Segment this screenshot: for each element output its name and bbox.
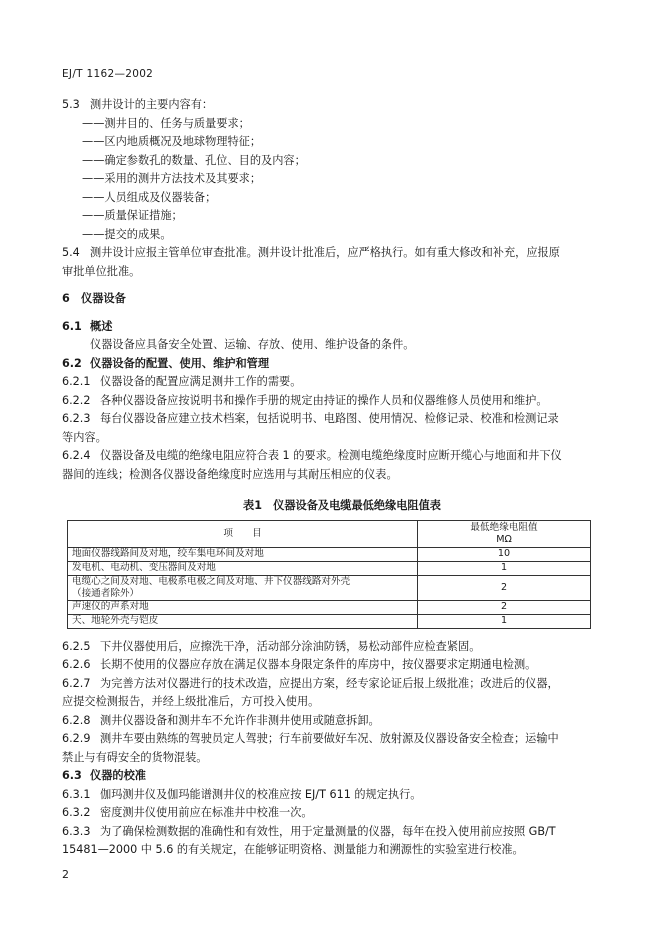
clause-number: 6.2.1 bbox=[62, 375, 91, 388]
clause-text: 每台仪器设备应建立技术档案，包括说明书、电路图、使用情况、检修记录、校准和检测记录 bbox=[100, 412, 559, 425]
table-cell-item-line: （接通者除外） bbox=[72, 587, 140, 599]
clause-number: 5.3 bbox=[62, 98, 80, 111]
insulation-resistance-table bbox=[67, 520, 591, 629]
table-row bbox=[68, 547, 591, 561]
list-item: ——确定参数孔的数量、孔位、目的及内容； bbox=[82, 153, 306, 167]
clause-6-3-heading bbox=[62, 767, 592, 786]
clause-6-2-5 bbox=[62, 638, 592, 657]
clause-text-continued: 15481—2000 中 5.6 的有关规定，在能够证明资格、测量能力和溯源性的实验室进行校准。 bbox=[62, 843, 524, 856]
clause-5-4 bbox=[62, 244, 592, 263]
clause-number: 6.3 bbox=[62, 769, 82, 782]
clause-text: 为了确保检测数据的准确性和有效性，用于定量测量的仪器，每年在投入使用前应按照 GB/T bbox=[100, 824, 556, 838]
table-header-row bbox=[68, 520, 591, 547]
clause-text: 长期不使用的仪器应存放在满足仪器本身限定条件的库房中，按仪器要求定期通电检测。 bbox=[100, 658, 537, 671]
clause-text-continued: 审批单位批准。 bbox=[62, 264, 141, 278]
clause-text: 仪器设备应具备安全处置、运输、存放、使用、维护设备的条件。 bbox=[90, 338, 415, 351]
clause-number: 6.3.1 bbox=[62, 787, 91, 801]
table-row bbox=[68, 614, 591, 628]
section-title: 仪器设备 bbox=[81, 292, 126, 305]
clause-text-continued: 应提交检测报告，并经上级批准后，方可投入使用。 bbox=[62, 695, 320, 708]
table-row bbox=[68, 561, 591, 575]
table-cell-item: 天、地轮外壳与铠皮 bbox=[68, 614, 418, 628]
table-cell-value: 1 bbox=[418, 614, 591, 628]
clause-6-2-4 bbox=[62, 447, 592, 466]
list-item: ——人员组成及仪器装备； bbox=[82, 190, 217, 204]
clause-number: 6.1 bbox=[62, 319, 82, 333]
list-item: ——测井目的、任务与质量要求； bbox=[82, 116, 250, 130]
clause-5-3 bbox=[62, 96, 592, 115]
clause-number: 6.2.4 bbox=[62, 449, 91, 462]
clause-text: 各种仪器设备应按说明书和操作手册的规定由持证的操作人员和仪器维修人员使用和维护。 bbox=[100, 393, 548, 407]
list-item: ——采用的测井方法技术及其要求； bbox=[82, 172, 262, 185]
clause-6-2-1 bbox=[62, 373, 592, 392]
clause-number: 6.2.7 bbox=[62, 676, 91, 690]
section-number: 6 bbox=[62, 292, 70, 305]
clause-text: 伽玛测井仪及伽玛能谱测井仪的校准应按 EJ/T 611 的规定执行。 bbox=[100, 787, 422, 801]
list-item: ——提交的成果。 bbox=[82, 227, 172, 241]
list-item: ——区内地质概况及地球物理特征； bbox=[82, 135, 262, 148]
clause-text: 密度测井仪使用前应在标准井中校准一次。 bbox=[100, 806, 313, 819]
clause-number: 6.3.3 bbox=[62, 824, 91, 838]
clause-6-2-heading bbox=[62, 355, 592, 374]
section-6-heading bbox=[62, 290, 592, 309]
table-cell-item: 地面仪器线路间及对地，绞车集电环间及对地 bbox=[68, 547, 418, 561]
clause-6-2-8 bbox=[62, 712, 592, 731]
column-header-value bbox=[418, 520, 591, 547]
table-cell-value: 2 bbox=[418, 575, 591, 600]
clause-number: 6.2.2 bbox=[62, 393, 91, 407]
clause-text: 测井设计的主要内容有： bbox=[90, 98, 214, 111]
clause-text: 为完善方法对仪器进行的技术改造，应提出方案，经专家论证后报上级批准；改进后的仪器， bbox=[100, 676, 559, 690]
table-cell-value: 2 bbox=[418, 600, 591, 614]
clause-6-2-7 bbox=[62, 675, 592, 694]
clause-6-3-1 bbox=[62, 786, 592, 805]
clause-number: 5.4 bbox=[62, 246, 80, 259]
clause-text: 测井车要由熟练的驾驶员定人驾驶；行车前要做好车况、放射源及仪器设备安全检查；运输中 bbox=[100, 732, 559, 745]
clause-title: 仪器的校准 bbox=[90, 769, 146, 782]
table-cell-value: 10 bbox=[418, 547, 591, 561]
clause-text: 测井仪器设备和测井车不允许作非测井使用或随意拆卸。 bbox=[100, 713, 380, 727]
clause-text: 仪器设备的配置应满足测井工作的需要。 bbox=[100, 375, 302, 388]
clause-number: 6.2 bbox=[62, 356, 82, 370]
clause-title: 概述 bbox=[90, 319, 113, 333]
clause-text: 仪器设备及电缆的绝缘电阻应符合表 1 的要求。检测电缆绝缘度时应断开缆心与地面和井下仪 bbox=[100, 449, 562, 462]
clause-6-3-3 bbox=[62, 823, 592, 842]
clause-text-continued: 禁止与有碍安全的货物混装。 bbox=[62, 750, 208, 764]
clause-6-2-3 bbox=[62, 410, 592, 429]
standard-header: EJ/T 1162—2002 bbox=[62, 68, 154, 80]
list-item: ——质量保证措施； bbox=[82, 209, 183, 222]
clause-number: 6.2.9 bbox=[62, 732, 91, 745]
table-cell-item bbox=[68, 575, 418, 600]
table-cell-item-line: 电缆心之间及对地、电极系电极之间及对地、井下仪器线路对外壳 bbox=[72, 575, 351, 587]
clause-number: 6.2.5 bbox=[62, 639, 91, 653]
table-cell-value: 1 bbox=[418, 561, 591, 575]
clause-number: 6.2.6 bbox=[62, 658, 91, 671]
clause-number: 6.3.2 bbox=[62, 806, 91, 819]
table-row bbox=[68, 575, 591, 600]
clause-text: 测井设计应报主管单位审查批准。测井设计批准后，应严格执行。如有重大修改和补充，应报原 bbox=[90, 246, 560, 259]
document-body bbox=[62, 96, 592, 860]
clause-number: 6.2.8 bbox=[62, 713, 91, 727]
table-cell-item: 发电机、电动机、变压器间及对地 bbox=[68, 561, 418, 575]
clause-6-2-9 bbox=[62, 730, 592, 749]
clause-6-2-6 bbox=[62, 656, 592, 675]
clause-6-3-2 bbox=[62, 804, 592, 823]
clause-6-2-2 bbox=[62, 392, 592, 411]
table-caption: 表1 仪器设备及电缆最低绝缘电阻值表 bbox=[243, 499, 441, 512]
clause-text: 下井仪器使用后，应擦洗干净，活动部分涂油防锈，易松动部件应检查紧固。 bbox=[100, 639, 481, 653]
table-cell-item: 声速仪的声系对地 bbox=[68, 600, 418, 614]
clause-text-continued: 器间的连线；检测各仪器设备绝缘度时应选用与其耐压相应的仪表。 bbox=[62, 467, 398, 481]
column-header-unit: MΩ bbox=[496, 533, 512, 545]
clause-6-1-heading bbox=[62, 318, 592, 337]
clause-text-continued: 等内容。 bbox=[62, 430, 107, 444]
table-row bbox=[68, 600, 591, 614]
clause-title: 仪器设备的配置、使用、维护和管理 bbox=[90, 356, 270, 370]
page-number: 2 bbox=[62, 868, 69, 881]
column-header-item: 项 目 bbox=[68, 520, 418, 547]
column-header-value-label: 最低绝缘电阻值 bbox=[470, 521, 538, 533]
clause-number: 6.2.3 bbox=[62, 412, 91, 425]
